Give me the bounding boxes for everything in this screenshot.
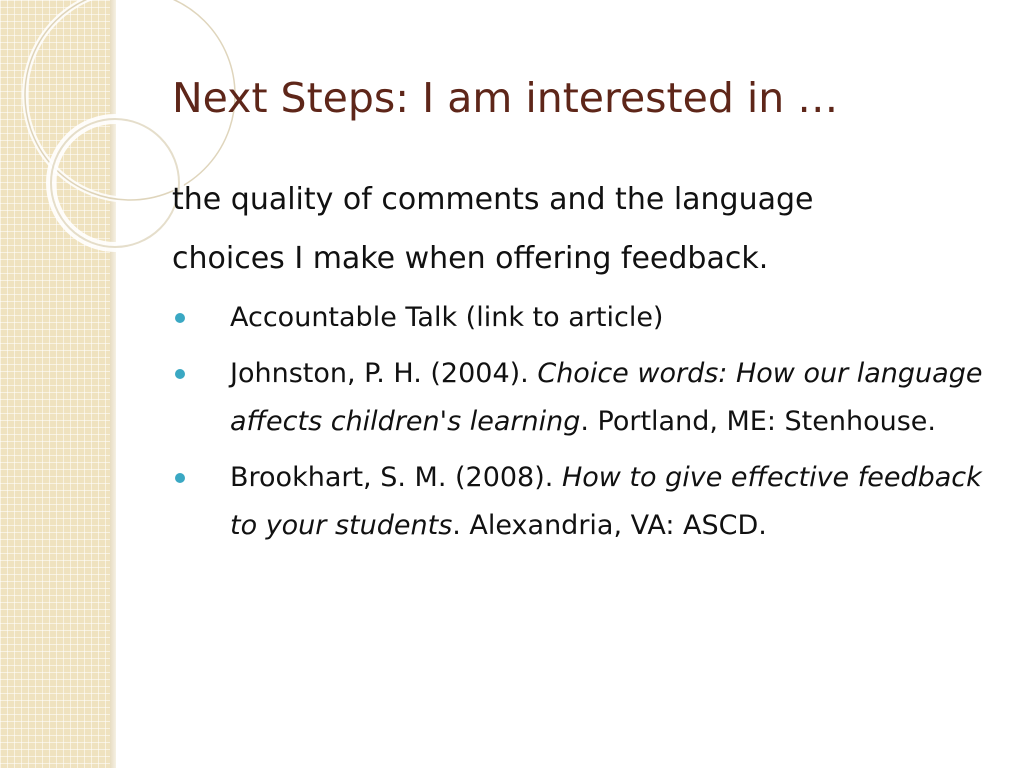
bullet-icon bbox=[175, 369, 185, 379]
reference-item-brookhart bbox=[172, 454, 992, 550]
bullet-icon bbox=[175, 313, 185, 323]
reference-work-title: How to give effective feedback to your students bbox=[230, 462, 982, 541]
intro-line-2: choices I make when offering feedback. bbox=[172, 241, 769, 276]
reference-author-year: Johnston, P. H. (2004). bbox=[230, 358, 538, 389]
intro-line-1: the quality of comments and the language bbox=[172, 182, 814, 217]
slide-title: Next Steps: I am interested in … bbox=[172, 74, 839, 122]
bullet-icon bbox=[175, 473, 185, 483]
decorative-circles bbox=[0, 0, 160, 260]
reference-list bbox=[172, 294, 992, 550]
reference-author-year: Brookhart, S. M. (2008). bbox=[230, 462, 562, 493]
reference-publisher: . Portland, ME: Stenhouse. bbox=[580, 406, 936, 437]
reference-work-title: Choice words: How our language affects children's learning bbox=[230, 358, 983, 437]
slide-body bbox=[172, 170, 992, 558]
reference-publisher: . Alexandria, VA: ASCD. bbox=[452, 510, 767, 541]
reference-text[interactable]: Accountable Talk (link to article) bbox=[230, 302, 664, 333]
reference-item-johnston bbox=[172, 350, 992, 446]
reference-item-accountable-talk[interactable] bbox=[172, 294, 992, 342]
